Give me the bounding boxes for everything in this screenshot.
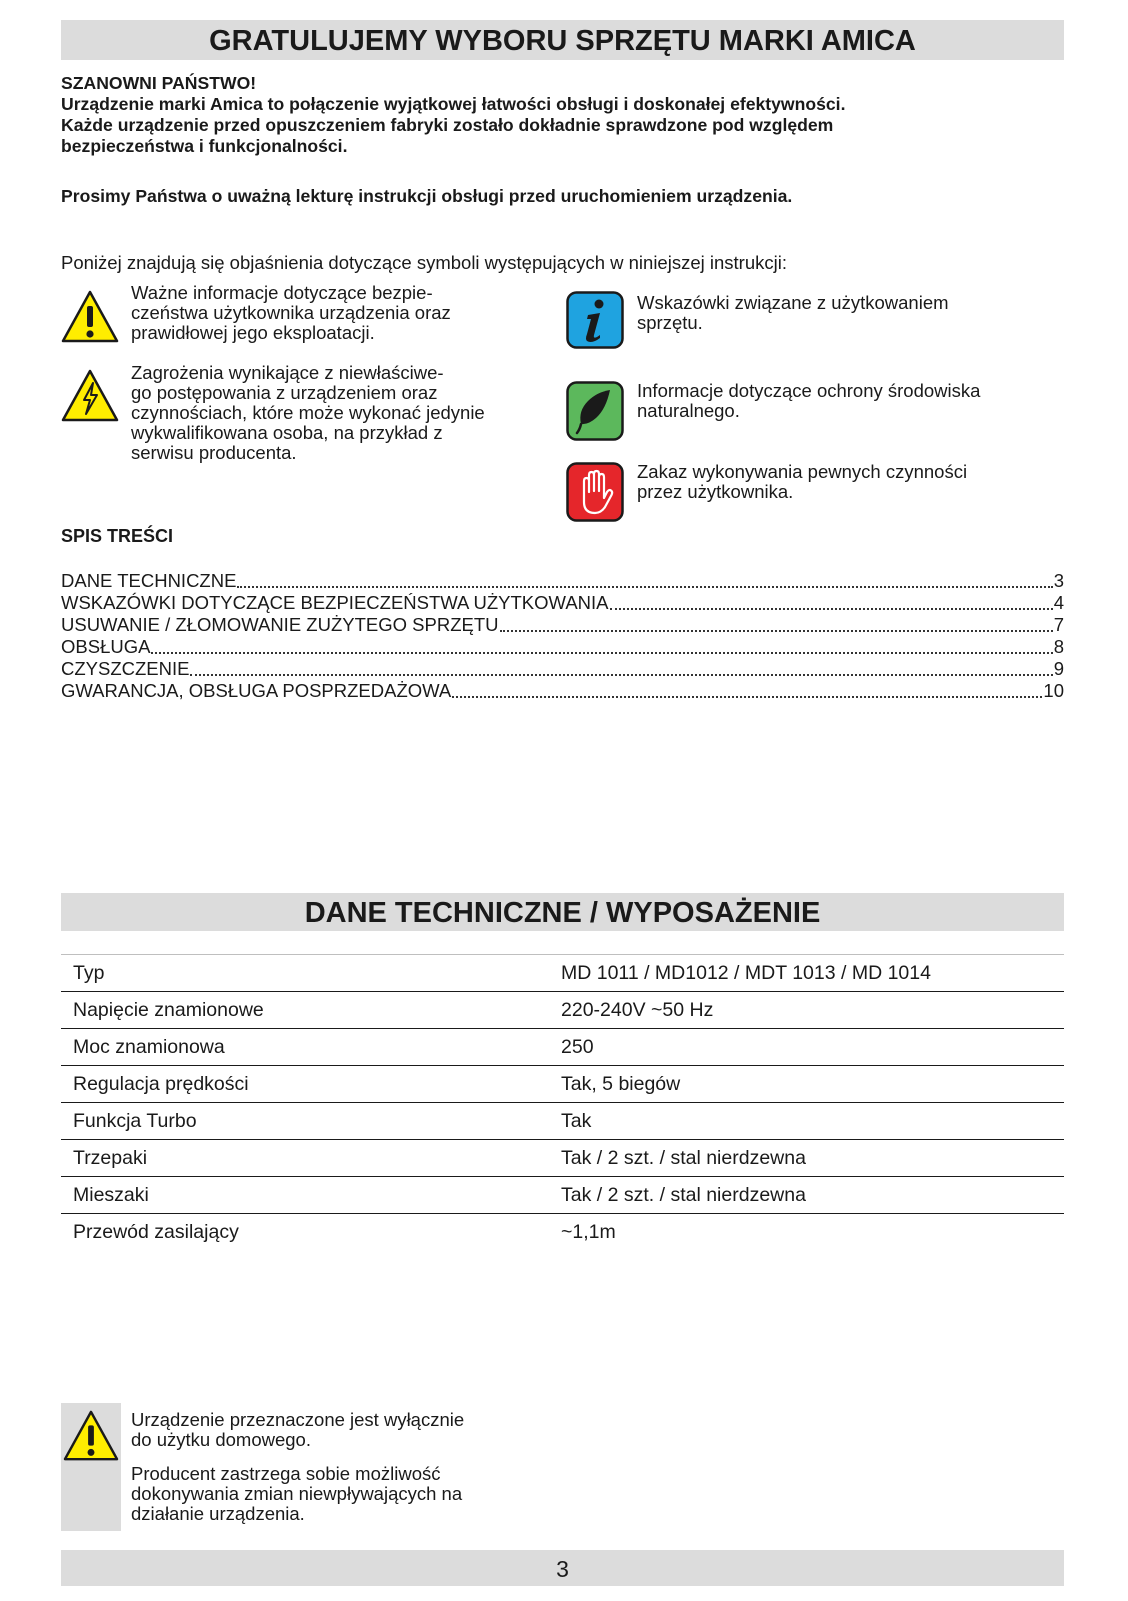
- spec-value: 220-240V ~50 Hz: [549, 992, 1064, 1029]
- info-icon: [566, 291, 624, 349]
- table-row: [61, 955, 1064, 992]
- toc-item[interactable]: GWARANCJA, OBSŁUGA POSPRZEDAŻOWA 10: [61, 680, 1064, 701]
- spec-label: Typ: [61, 955, 549, 992]
- info-description: Wskazówki związane z użytkowaniem sprzętu.: [637, 292, 949, 333]
- toc-leader: [151, 652, 1052, 654]
- symbols-intro: Poniżej znajdują się objaśnienia dotyczące symboli występujących w niniejszej instrukcji:: [61, 252, 787, 273]
- spec-value: Tak / 2 szt. / stal nierdzewna: [549, 1177, 1064, 1214]
- notice-paragraph: Urządzenie przeznaczone jest wyłącznie do użytku domowego.: [131, 1409, 465, 1450]
- toc-leader: [610, 608, 1053, 610]
- spec-label: Napięcie znamionowe: [61, 992, 549, 1029]
- page-number: 3: [61, 1550, 1064, 1586]
- toc-item[interactable]: USUWANIE / ZŁOMOWANIE ZUŻYTEGO SPRZĘTU 7: [61, 614, 1064, 635]
- notice-icon-box: [61, 1403, 121, 1531]
- table-row: [61, 992, 1064, 1029]
- table-of-contents: [61, 570, 1064, 702]
- toc-leader: [452, 696, 1042, 698]
- intro-line: Każde urządzenie przed opuszczeniem fabryki zostało dokładnie sprawdzone pod względem: [61, 115, 834, 135]
- table-row: [61, 1066, 1064, 1103]
- household-notice: [131, 1410, 581, 1538]
- hand-stop-icon: [566, 462, 624, 522]
- warning-description: Ważne informacje dotyczące bezpie- czeństwa użytkownika urządzenia oraz prawidłowej jego eksploatacji.: [131, 282, 451, 343]
- spec-label: Regulacja prędkości: [61, 1066, 549, 1103]
- notice-paragraph: Producent zastrzega sobie możliwość dokonywania zmian niewpływających na działanie urządzenia.: [131, 1463, 463, 1524]
- table-row: [61, 1103, 1064, 1140]
- toc-item[interactable]: CZYSZCZENIE 9: [61, 658, 1064, 679]
- table-row: [61, 1214, 1064, 1251]
- prohibit-description: Zakaz wykonywania pewnych czynności przez użytkownika.: [637, 461, 968, 502]
- toc-item[interactable]: OBSŁUGA 8: [61, 636, 1064, 657]
- toc-leader: [500, 630, 1053, 632]
- spec-label: Moc znamionowa: [61, 1029, 549, 1066]
- spec-label: Mieszaki: [61, 1177, 549, 1214]
- spec-value: Tak / 2 szt. / stal nierdzewna: [549, 1140, 1064, 1177]
- electric-hazard-description: Zagrożenia wynikające z niewłaściwe- go postępowania z urządzeniem oraz czynnościach, które może wykonać jedynie wykwalifikowana osoba, na przykład z serwisu producenta.: [131, 362, 485, 463]
- toc-item[interactable]: WSKAZÓWKI DOTYCZĄCE BEZPIECZEŃSTWA UŻYTKOWANIA 4: [61, 592, 1064, 613]
- reading-request: Prosimy Państwa o uważną lekturę instrukcji obsługi przed uruchomieniem urządzenia.: [61, 186, 793, 206]
- spec-label: Trzepaki: [61, 1140, 549, 1177]
- toc-leader: [190, 674, 1052, 676]
- toc-leader: [237, 586, 1052, 588]
- spec-value: ~1,1m: [561, 1220, 616, 1243]
- warning-triangle-icon: [62, 1409, 120, 1463]
- table-row: [61, 1029, 1064, 1066]
- eco-description: Informacje dotyczące ochrony środowiska naturalnego.: [637, 380, 981, 421]
- spec-label: Przewód zasilający: [73, 1220, 239, 1243]
- electric-hazard-icon: [60, 368, 120, 424]
- specs-title: DANE TECHNICZNE / WYPOSAŻENIE: [61, 893, 1064, 931]
- toc-heading: SPIS TREŚCI: [61, 526, 174, 546]
- greeting: SZANOWNI PAŃSTWO!: [61, 73, 257, 93]
- intro-line: Urządzenie marki Amica to połączenie wyjątkowej łatwości obsługi i doskonałej efektywności.: [61, 94, 846, 114]
- spec-value: Tak, 5 biegów: [549, 1066, 1064, 1103]
- specs-table: [61, 954, 1064, 1250]
- spec-value: 250: [549, 1029, 1064, 1066]
- spec-label: Funkcja Turbo: [61, 1103, 549, 1140]
- intro-section: [61, 73, 1064, 157]
- warning-triangle-icon: [60, 289, 120, 345]
- table-row: [61, 1140, 1064, 1177]
- toc-item[interactable]: DANE TECHNICZNE 3: [61, 570, 1064, 591]
- spec-value: MD 1011 / MD1012 / MDT 1013 / MD 1014: [549, 955, 1064, 992]
- leaf-icon: [566, 381, 624, 441]
- table-row: [61, 1177, 1064, 1214]
- page-title: GRATULUJEMY WYBORU SPRZĘTU MARKI AMICA: [61, 20, 1064, 60]
- spec-value: Tak: [549, 1103, 1064, 1140]
- intro-line: bezpieczeństwa i funkcjonalności.: [61, 136, 348, 156]
